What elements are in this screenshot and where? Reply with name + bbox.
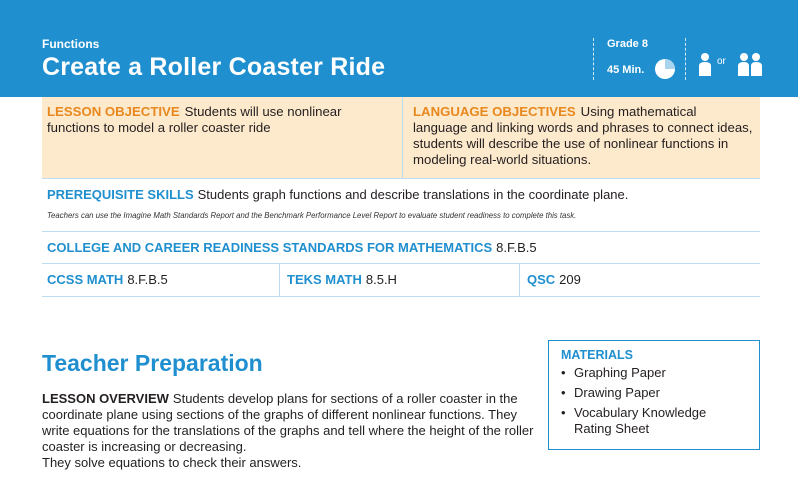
single-student-icon: [698, 52, 712, 76]
standard-value: 8.F.B.5: [127, 272, 168, 287]
lesson-objective-label: LESSON OBJECTIVE: [47, 104, 180, 119]
subject-label: Functions: [42, 37, 100, 51]
prerequisite-label: PREREQUISITE SKILLS: [47, 187, 194, 202]
list-item: [561, 385, 747, 401]
standard-ccss: [47, 272, 168, 287]
materials-box: [548, 340, 760, 450]
duration-label: 45 Min.: [607, 64, 645, 76]
ccr-label: COLLEGE AND CAREER READINESS STANDARDS FOR MATHEMATICS: [47, 240, 493, 255]
lesson-overview: [42, 391, 537, 471]
section-title: Teacher Preparation: [42, 350, 263, 376]
divider-line: [42, 263, 760, 264]
bullet-icon: •: [561, 365, 566, 380]
readiness-note: Teachers can use the Imagine Math Standards Report and the Benchmark Performance Level Report to evaluate student readiness to complete this task.: [47, 211, 577, 220]
standard-value: 209: [559, 272, 581, 287]
lesson-title: Create a Roller Coaster Ride: [42, 53, 386, 81]
ccr-value: 8.F.B.5: [496, 240, 537, 255]
standard-divider: [279, 263, 280, 296]
language-objectives: [413, 104, 753, 168]
prerequisite-text: Students graph functions and describe translations in the coordinate plane.: [197, 187, 629, 202]
bullet-icon: •: [561, 405, 566, 420]
material-label: Drawing Paper: [574, 385, 660, 400]
standard-label: CCSS MATH: [47, 272, 124, 287]
materials-title: MATERIALS: [561, 348, 633, 362]
language-objectives-label: LANGUAGE OBJECTIVES: [413, 104, 576, 119]
language-objectives-text: Using mathematical language and linking words and phrases to connect ideas, students will describe the use of nonlinear functions in modeling real-world situations.: [413, 104, 753, 167]
material-label: Vocabulary Knowledge Rating Sheet: [574, 405, 707, 436]
header-divider: [685, 38, 686, 80]
standard-label: TEKS MATH: [287, 272, 362, 287]
standard-value: 8.5.H: [365, 272, 397, 287]
student-pair-icon: [737, 52, 763, 76]
lesson-objective-text: Students will use nonlinear functions to model a roller coaster ride: [47, 104, 342, 135]
overview-text-2: They solve equations to check their answers.: [42, 455, 302, 470]
header-divider: [593, 38, 594, 80]
prerequisite-skills: [47, 187, 628, 202]
overview-text: Students develop plans for sections of a roller coaster in the coordinate plane using sections of the graphs of different nonlinear functions. They write equations for the translations of the graphs and tell where the height of the roller coaster is increasing or decreasing.: [42, 391, 534, 454]
overview-label: LESSON OVERVIEW: [42, 391, 169, 406]
objectives-row: [42, 97, 760, 179]
clock-icon: [654, 58, 676, 80]
lesson-objective: [47, 104, 392, 136]
standard-divider: [519, 263, 520, 296]
standard-qsc: [527, 272, 581, 287]
material-label: Graphing Paper: [574, 365, 666, 380]
list-item: [561, 365, 747, 381]
lesson-header: [0, 0, 798, 97]
divider-line: [42, 296, 760, 297]
bullet-icon: •: [561, 385, 566, 400]
divider-line: [42, 231, 760, 232]
standard-teks: [287, 272, 397, 287]
list-item: [561, 405, 747, 437]
objective-divider: [402, 97, 403, 179]
standard-label: QSC: [527, 272, 556, 287]
ccr-standards: [47, 240, 537, 255]
materials-list: [561, 365, 747, 437]
grade-label: Grade 8: [607, 38, 648, 50]
or-label: or: [717, 56, 726, 67]
